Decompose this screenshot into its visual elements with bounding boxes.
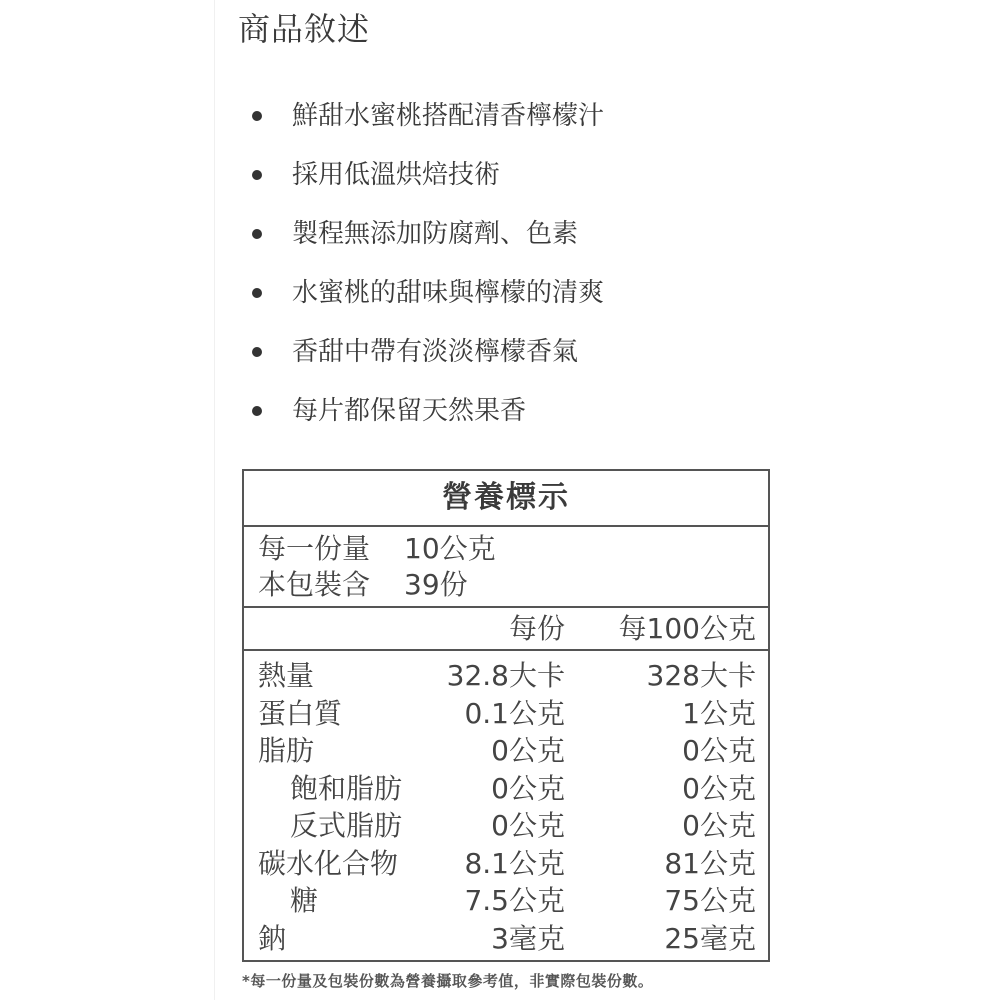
- nutrition-facts-table: [242, 469, 770, 962]
- list-item-text: 每片都保留天然果香: [292, 396, 527, 426]
- bullet-icon: [252, 229, 262, 239]
- per-serving-value: 0公克: [491, 771, 565, 805]
- nutrition-title: 營養標示: [244, 471, 768, 527]
- footnote: *每一份量及包裝份數為營養攝取參考值，非實際包裝份數。: [242, 972, 654, 990]
- list-item-text: 採用低溫烘焙技術: [292, 160, 501, 190]
- serving-size-value: 10公克: [404, 532, 496, 565]
- list-item: [246, 155, 604, 214]
- table-row: [244, 695, 768, 733]
- bullet-icon: [252, 170, 262, 180]
- list-item-text: 鮮甜水蜜桃搭配清香檸檬汁: [292, 101, 605, 131]
- nutrient-name: 飽和脂肪: [290, 771, 403, 805]
- per-100g-value: 1公克: [682, 696, 756, 730]
- bullet-icon: [252, 406, 262, 416]
- list-item: [246, 273, 604, 332]
- per-100g-value: 81公克: [664, 846, 756, 880]
- table-row: [244, 920, 768, 958]
- per-serving-value: 0公克: [491, 809, 565, 842]
- bullet-icon: [252, 111, 262, 121]
- table-row: [244, 845, 768, 883]
- list-item: [246, 96, 604, 155]
- nutrient-name: 脂肪: [258, 734, 315, 767]
- serving-size-label: 每一份量: [258, 532, 371, 565]
- per-serving-value: 7.5公克: [464, 884, 565, 917]
- per-serving-value: 0.1公克: [464, 696, 565, 730]
- column-per-serving: 每份: [508, 612, 565, 645]
- per-100g-value: 328大卡: [646, 659, 756, 692]
- per-serving-value: 32.8大卡: [446, 659, 565, 692]
- serving-info: [244, 527, 768, 608]
- nutrient-name: 熱量: [258, 659, 315, 692]
- per-100g-value: 75公克: [664, 884, 756, 917]
- bullet-icon: [252, 288, 262, 298]
- table-row: [244, 807, 768, 845]
- nutrient-name: 蛋白質: [258, 696, 343, 730]
- section-title: 商品敘述: [238, 10, 371, 48]
- table-row: [244, 770, 768, 808]
- servings-value: 39份: [404, 568, 468, 601]
- list-item: [246, 391, 604, 450]
- bullet-icon: [252, 347, 262, 357]
- per-serving-value: 3毫克: [491, 921, 565, 955]
- column-per-100g: 每100公克: [618, 612, 756, 645]
- servings-label: 本包裝含: [258, 568, 371, 601]
- per-100g-value: 0公克: [682, 771, 756, 805]
- list-item: [246, 214, 604, 273]
- list-item-text: 香甜中帶有淡淡檸檬香氣: [292, 337, 579, 367]
- page-divider: [214, 0, 215, 1000]
- per-100g-value: 25毫克: [664, 921, 756, 955]
- table-row: [244, 657, 768, 695]
- table-row: [244, 882, 768, 920]
- feature-list: [246, 96, 604, 450]
- table-row: [244, 732, 768, 770]
- column-headers: [244, 608, 768, 651]
- nutrient-name: 鈉: [258, 921, 287, 955]
- nutrient-name: 糖: [290, 884, 319, 917]
- list-item-text: 水蜜桃的甜味與檸檬的清爽: [292, 278, 605, 308]
- per-serving-value: 0公克: [491, 734, 565, 767]
- nutrient-name: 碳水化合物: [258, 846, 399, 880]
- per-100g-value: 0公克: [682, 809, 756, 842]
- list-item-text: 製程無添加防腐劑、色素: [292, 219, 579, 249]
- nutrient-name: 反式脂肪: [290, 809, 403, 842]
- per-100g-value: 0公克: [682, 734, 756, 767]
- nutrient-rows: [244, 651, 768, 957]
- list-item: [246, 332, 604, 391]
- per-serving-value: 8.1公克: [464, 846, 565, 880]
